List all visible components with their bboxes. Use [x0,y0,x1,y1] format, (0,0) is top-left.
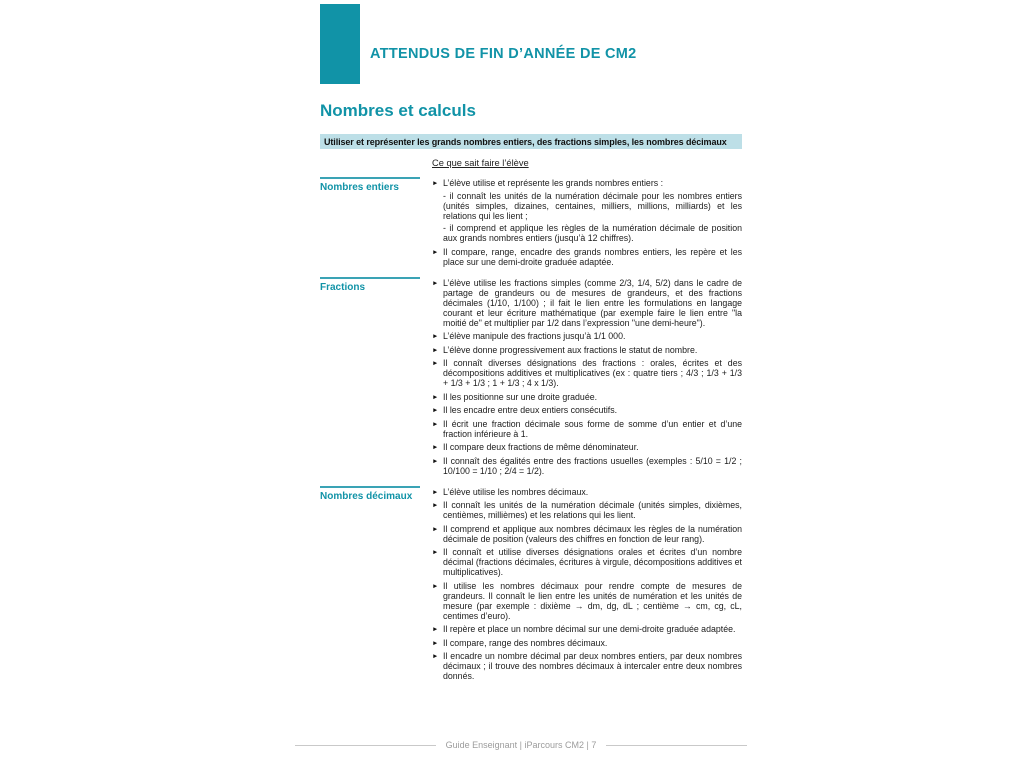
section-row [320,177,742,267]
bullet-item [432,392,742,402]
bullet-item [432,651,742,681]
bullet-item [432,178,742,243]
section-row [320,277,742,476]
bullet-arrow-icon: ► [432,407,439,414]
bullet-text: L’élève manipule des fractions jusqu’à 1/1 000. [443,331,626,341]
bullet-arrow-icon: ► [432,626,439,633]
page-footer [295,740,747,750]
bullet-text: Il les encadre entre deux entiers consécutifs. [443,405,618,415]
bullet-arrow-icon: ► [432,360,439,367]
bullet-text: Il connaît et utilise diverses désignations orales et écrites d’un nombre décimal (fractions décimales, écritures à virgule, décompositions additives et multiplicatives). [443,547,742,577]
bullet-text: L’élève utilise les fractions simples (comme 2/3, 1/4, 5/2) dans le cadre de partage de grandeurs ou de mesures de grandeurs, et des fractions décimales (1/10, 1/100) ; il fait le lien entre les formulations en langage courant et leur écriture mathématique (par exemple faire le lien entre "la moitié de" et multiplier par 1/2 dans l’expression "une demi-heure"). [443,277,742,328]
bullet-text: Il utilise les nombres décimaux pour rendre compte de mesures de grandeurs. Il connaît le lien entre les unités de numération et les unités de mesure (par exemple : dixième → dm, dg, dL ; centième → cm, cg, cL, centimes d’euro). [443,580,742,621]
bullet-arrow-icon: ► [432,393,439,401]
bullet-text: Il comprend et applique aux nombres décimaux les règles de la numération décimale de position (valeurs des chiffres en fonction de leur rang). [443,523,742,544]
bullet-item [432,500,742,520]
bullet-arrow-icon: ► [432,639,439,647]
section-heading: Nombres et calculs [320,101,476,120]
bullet-text: Il compare deux fractions de même dénominateur. [443,442,639,452]
bullet-text: Il connaît les unités de la numération décimale (unités simples, dixièmes, centièmes, millièmes) et les relations qui les lient. [443,500,742,520]
bullet-arrow-icon: ► [432,582,439,590]
section-items [432,177,742,267]
section-row [320,486,742,682]
bullet-arrow-icon: ► [432,653,439,660]
bullet-text: L’élève utilise les nombres décimaux. [443,486,589,497]
bullet-item [432,405,742,415]
bullet-text: Il connaît des égalités entre des fractions usuelles (exemples : 5/10 = 1/2 ; 10/100 = 1/10 ; 2/4 = 1/2). [443,455,742,476]
bullet-arrow-icon: ► [432,525,439,533]
section-items [432,486,742,682]
bullet-arrow-icon: ► [432,457,439,465]
bullet-arrow-icon: ► [432,502,439,509]
bullet-item [432,247,742,267]
bullet-item [432,547,742,577]
bullet-text: Il encadre un nombre décimal par deux nombres entiers, par deux nombres décimaux ; il trouve des nombres décimaux à intercaler entre deux nombres donnés. [443,651,742,681]
bullet-arrow-icon: ► [432,180,439,187]
bullet-arrow-icon: ► [432,333,439,340]
bullet-item [432,358,742,388]
bullet-item [432,442,742,452]
bullet-item [432,638,742,648]
bullet-item [432,456,742,476]
bullet-arrow-icon: ► [432,248,439,256]
bullet-item [432,524,742,544]
bullet-subitem: - il connaît les unités de la numération décimale pour les nombres entiers (unités simples, dizaines, centaines, milliers, millions, milliards) et les relations qui les lient ; [443,190,742,221]
section-label: Fractions [320,277,420,476]
bullet-item [432,331,742,341]
bullet-text: L’élève utilise et représente les grands nombres entiers : [443,178,664,188]
section-items [432,277,742,476]
bullet-arrow-icon: ► [432,420,439,428]
attendus-table [320,134,742,681]
bullet-item [432,624,742,634]
bullet-text: Il les positionne sur une droite graduée. [443,391,598,402]
column-header-row [432,153,742,171]
header-accent-block [320,4,360,84]
column-header: Ce que sait faire l’élève [432,158,529,168]
bullet-item [432,487,742,497]
bullet-text: L’élève donne progressivement aux fractions le statut de nombre. [443,344,698,355]
bullet-item [432,345,742,355]
bullet-arrow-icon: ► [432,279,439,287]
bullet-text: Il écrit une fraction décimale sous forme de somme d’un entier et d’une fraction inférieure à 1. [443,418,742,439]
bullet-text: Il connaît diverses désignations des fractions : orales, écrites et des décompositions additives et multiplicatives (ex : quatre tiers ; 4/3 ; 1/3 + 1/3 + 1/3 + 1/3 ; 1 + 1/3 ; 4 x 1/3). [443,358,742,388]
bullet-arrow-icon: ► [432,549,439,556]
footer-divider-left [295,745,436,746]
bullet-arrow-icon: ► [432,488,439,496]
bullet-text: Il compare, range des nombres décimaux. [443,637,608,648]
bullet-subitem: - il comprend et applique les règles de la numération décimale de position aux grands nombres entiers (jusqu’à 12 chiffres). [443,223,742,243]
bullet-item [432,419,742,439]
footer-divider-right [606,745,747,746]
bullet-text: Il compare, range, encadre des grands nombres entiers, les repère et les place sur une demi-droite graduée adaptée. [443,246,742,267]
bullet-item [432,581,742,621]
competence-banner: Utiliser et représenter les grands nombres entiers, des fractions simples, les nombres décimaux [320,134,742,149]
section-rows [320,177,742,681]
bullet-text: Il repère et place un nombre décimal sur une demi-droite graduée adaptée. [443,624,736,634]
footer-text: Guide Enseignant | iParcours CM2 | 7 [445,740,597,750]
bullet-item [432,278,742,328]
section-label: Nombres entiers [320,177,420,267]
bullet-arrow-icon: ► [432,346,439,354]
bullet-arrow-icon: ► [432,444,439,451]
section-label: Nombres décimaux [320,486,420,682]
document-title: ATTENDUS DE FIN D’ANNÉE DE CM2 [370,46,637,62]
